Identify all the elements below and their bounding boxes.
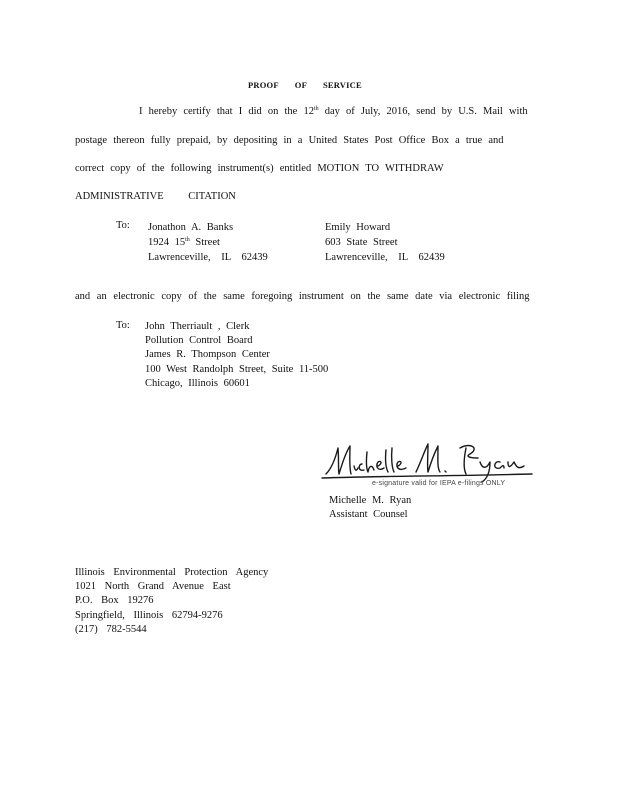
agency-phone: (217) 782-5544	[75, 623, 147, 635]
recipient-left-city: Lawrenceville, IL 62439	[148, 252, 268, 263]
mail-recipient-right	[325, 220, 445, 265]
recipient-right-name: Emily Howard	[325, 222, 391, 233]
agency-block	[75, 566, 268, 637]
recipient-left-street-post: Street	[195, 237, 220, 248]
recipient-right-street: 603 State Street	[325, 237, 398, 248]
certification-day-suffix: th	[313, 106, 319, 112]
certification-line-1-pre: I hereby certify that I did on the 12	[139, 106, 314, 117]
electronic-recipient	[145, 320, 328, 391]
mail-recipient-left	[148, 220, 268, 265]
mail-to-label: To:	[116, 220, 130, 231]
electronic-recipient-line-4: 100 West Randolph Street, Suite 11-500	[145, 363, 329, 375]
signatory-title: Assistant Counsel	[329, 509, 408, 520]
electronic-recipient-line-2: Pollution Control Board	[145, 335, 253, 347]
electronic-recipient-line-3: James R. Thompson Center	[145, 349, 270, 361]
e-signature-note: e-signature valid for IEPA e-filings ONLY	[372, 480, 506, 487]
signatory-name: Michelle M. Ryan	[329, 495, 412, 506]
recipient-left-street-pre: 1924 15	[148, 237, 186, 248]
agency-po-box: P.O. Box 19276	[75, 595, 154, 607]
agency-city: Springfield, Illinois 62794-9276	[75, 609, 223, 621]
certification-line-3: correct copy of the following instrument(s) entitled MOTION TO WITHDRAW	[75, 163, 444, 174]
certification-line-1-post: day of July, 2016, send by U.S. Mail with	[324, 106, 528, 117]
handwritten-signature	[320, 434, 535, 486]
electronic-recipient-line-1: John Therriault , Clerk	[145, 321, 250, 332]
certification-line-4: ADMINISTRATIVE CITATION	[75, 191, 236, 202]
electronic-recipient-line-5: Chicago, Illinois 60601	[145, 377, 250, 389]
electronic-filing-line: and an electronic copy of the same foregoing instrument on the same date via electronic filing	[75, 291, 530, 302]
page-title: PROOF OF SERVICE	[248, 80, 362, 90]
recipient-left-street	[148, 235, 268, 250]
agency-street: 1021 North Grand Avenue East	[75, 581, 231, 593]
certification-line-2: postage thereon fully prepaid, by depositing in a United States Post Office Box a true and	[75, 135, 504, 146]
recipient-left-street-suffix: th	[185, 237, 190, 243]
recipient-left-name: Jonathon A. Banks	[148, 222, 234, 233]
recipient-right-city: Lawrenceville, IL 62439	[325, 252, 445, 263]
certification-line-1	[139, 106, 528, 117]
agency-name: Illinois Environmental Protection Agency	[75, 567, 269, 578]
signatory-block	[329, 494, 411, 522]
electronic-to-label: To:	[116, 320, 130, 331]
